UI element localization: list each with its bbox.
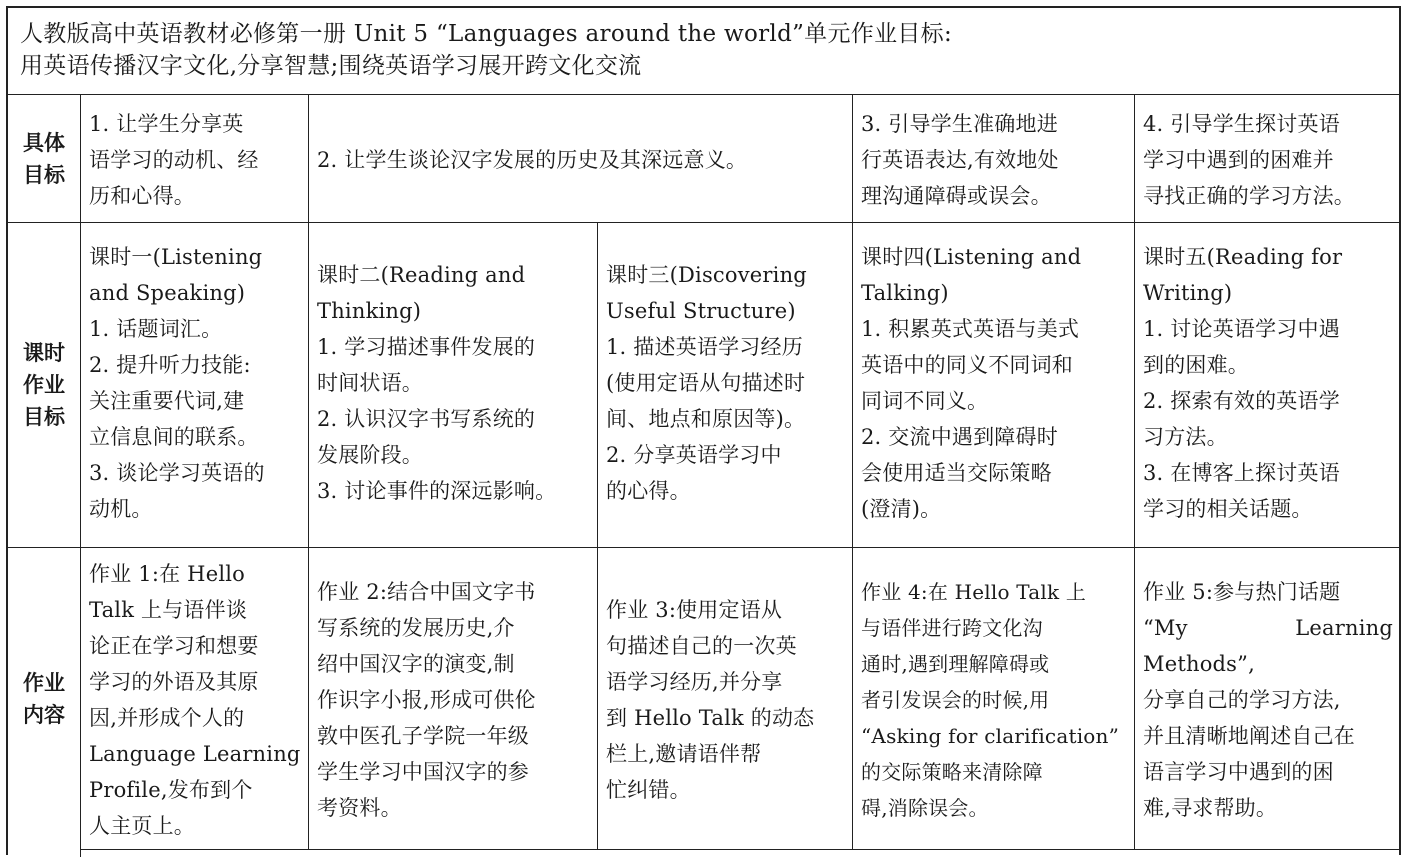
row-label-homework (8, 548, 80, 850)
homework-text: 作业 2:结合中国文字书 写系统的发展历史,介 绍中国汉字的演变,制 作识字小报,形成可供伦 敦中医孔子学院一年级 学生学习中国汉字的参 考资料。 (317, 579, 536, 820)
goal-cell-4 (1135, 96, 1399, 222)
goal-cell-1 (81, 96, 308, 222)
goal-text: 2. 让学生谈论汉字发展的历史及其深远意义。 (317, 148, 748, 172)
row-label-lesson-goals (8, 223, 80, 547)
row-label-text: 作业 内容 (23, 671, 65, 727)
lesson-goal-text: 课时一(Listening and Speaking) 1. 话题词汇。 2. 提升听力技能: 关注重要代词,建 立信息间的联系。 3. 谈论学习英语的 动机。 (89, 245, 265, 521)
lesson-goal-text: 课时五(Reading for Writing) 1. 讨论英语学习中遇 到的困难。 2. 探索有效的英语学 习方法。 3. 在博客上探讨英语 学习的相关话题。 (1143, 245, 1343, 521)
table-header (8, 8, 1399, 95)
goal-text: 3. 引导学生准确地进 行英语表达,有效地处 理沟通障碍或误会。 (861, 112, 1059, 208)
homework-text: 作业 1:在 Hello Talk 上与语伴谈 论正在学习和想要 学习的外语及其原 因,并形成个人的 Language Learning Profile,发布到个 人主页上。 (89, 562, 301, 838)
homework-cell-2 (309, 548, 597, 849)
lesson-goal-cell-1 (81, 223, 308, 547)
header-subtitle-line: 用英语传播汉字文化,分享智慧;围绕英语学习展开跨文化交流 (20, 53, 642, 79)
lesson-goal-text: 课时三(Discovering Useful Structure) 1. 描述英语学习经历 (使用定语从句描述时 间、地点和原因等)。 2. 分享英语学习中 的心得。 (606, 263, 807, 503)
goal-cell-3 (853, 96, 1134, 222)
homework-text: 作业 3:使用定语从 句描述自己的一次英 语学习经历,并分享 到 Hello Talk 的动态 栏上,邀请语伴帮 忙纠错。 (606, 597, 815, 802)
homework-cell-3 (598, 548, 852, 849)
row-divider (80, 849, 1399, 850)
lesson-goal-cell-2 (309, 223, 597, 547)
lesson-goal-text: 课时二(Reading and Thinking) 1. 学习描述事件发展的 时间状语。 2. 认识汉字书写系统的 发展阶段。 3. 讨论事件的深远影响。 (317, 263, 557, 503)
row-label-goals (8, 96, 80, 222)
goal-cell-2 (309, 96, 852, 222)
homework-text: 作业 5:参与热门话题 “My Learning Methods”, 分享自己的学习方法, 并且清晰地阐述自己在 语言学习中遇到的困 难,寻求帮助。 (1143, 579, 1393, 820)
homework-cell-5 (1135, 548, 1399, 849)
homework-cell-4 (853, 548, 1134, 849)
lesson-goal-cell-4 (853, 223, 1134, 547)
homework-cell-1 (81, 548, 308, 849)
homework-text: 作业 4:在 Hello Talk 上 与语伴进行跨文化沟 通时,遇到理解障碍或 者引发误会的时候,用 “Asking for clarification” 的交际策略来清除障 碍,消除误会。 (861, 579, 1120, 820)
row-label-text: 具体 目标 (23, 131, 65, 187)
header-title-line: 人教版高中英语教材必修第一册 Unit 5 “Languages around the world”单元作业目标: (20, 21, 953, 47)
row-label-text: 课时 作业 目标 (23, 341, 65, 429)
lesson-goal-cell-3 (598, 223, 852, 547)
lesson-goal-text: 课时四(Listening and Talking) 1. 积累英式英语与美式 英语中的同义不同词和 同词不同义。 2. 交流中遇到障碍时 会使用适当交际策略 (澄清)。 (861, 245, 1082, 521)
document-table (6, 6, 1401, 855)
goal-text: 4. 引导学生探讨英语 学习中遇到的困难并 寻找正确的学习方法。 (1143, 112, 1355, 208)
lesson-goal-cell-5 (1135, 223, 1399, 547)
goal-text: 1. 让学生分享英 语学习的动机、经 历和心得。 (89, 112, 259, 208)
